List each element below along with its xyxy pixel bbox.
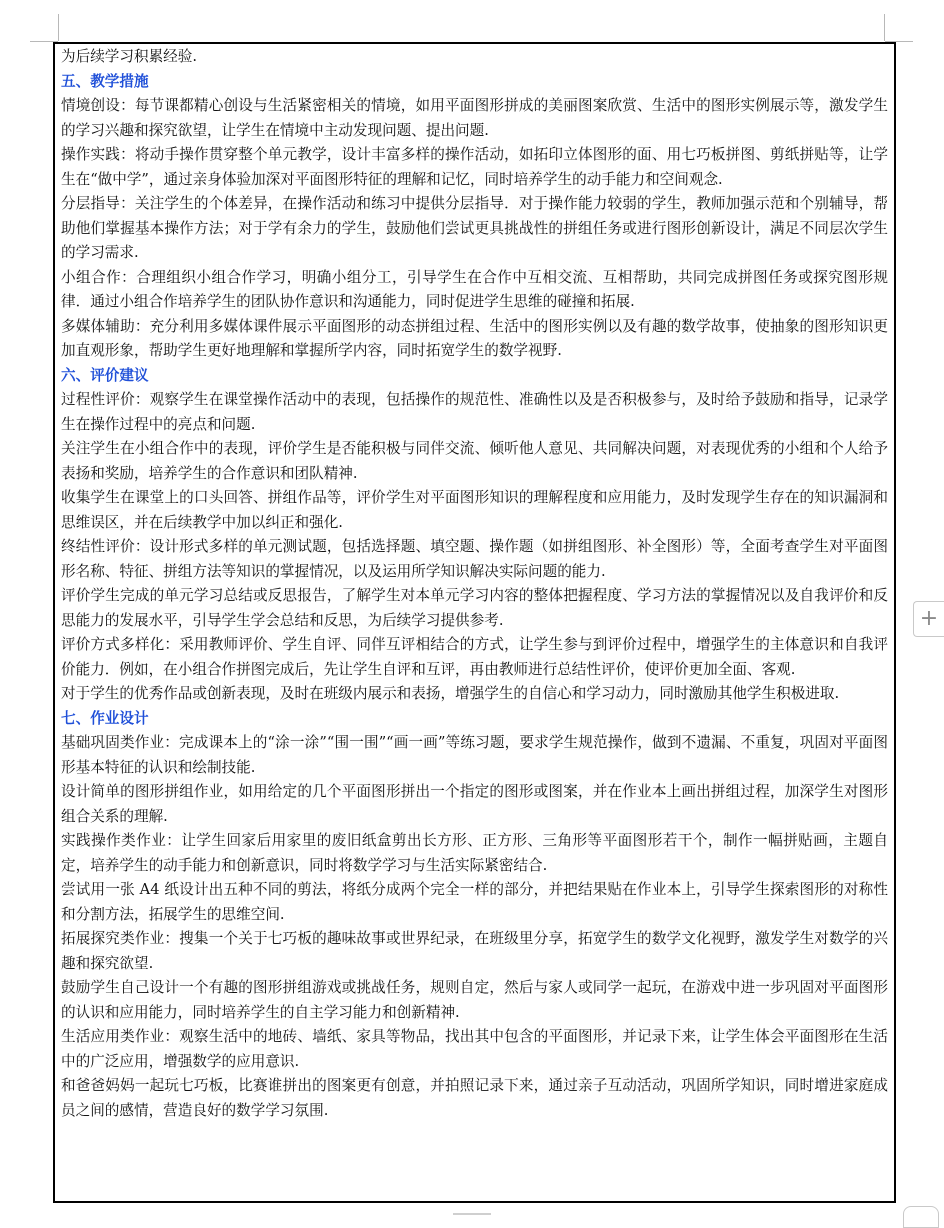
paragraph: 拓展探究类作业：搜集一个关于七巧板的趣味故事或世界纪录，在班级里分享，拓宽学生的数学文化视野，激发学生对数学的兴趣和探究欲望. [61, 930, 888, 972]
paragraph: 收集学生在课堂上的口头回答、拼组作品等，评价学生对平面图形知识的理解程度和应用能力，及时发现学生存在的知识漏洞和思维误区，并在后续教学中加以纠正和强化. [61, 489, 888, 531]
paragraph: 鼓励学生自己设计一个有趣的图形拼组游戏或挑战任务，规则自定，然后与家人或同学一起玩，在游戏中进一步巩固对平面图形的认识和应用能力，同时培养学生的自主学习能力和创新精神. [61, 979, 888, 1021]
section-heading: 五、教学措施 [61, 72, 149, 90]
plus-icon: + [919, 606, 939, 631]
paragraph: 评价学生完成的单元学习总结或反思报告，了解学生对本单元学习内容的整体把握程度、学习方法的掌握情况以及自我评价和反思能力的发展水平，引导学生学会总结和反思，为后续学习提供参考. [61, 587, 888, 629]
add-button[interactable] [913, 601, 944, 637]
paragraph: 生活应用类作业：观察生活中的地砖、墙纸、家具等物品，找出其中包含的平面图形，并记录下来，让学生体会平面图形在生活中的广泛应用，增强数学的应用意识. [61, 1028, 888, 1070]
scroll-widget[interactable] [903, 1206, 939, 1228]
paragraph: 分层指导：关注学生的个体差异，在操作活动和练习中提供分层指导．对于操作能力较弱的学生，教师加强示范和个别辅导，帮助他们掌握基本操作方法；对于学有余力的学生，鼓励他们尝试更具挑战性的拼组任务或进行图形创新设计，满足不同层次学生的学习需求. [61, 195, 888, 261]
paragraph: 多媒体辅助：充分利用多媒体课件展示平面图形的动态拼组过程、生活中的图形实例以及有趣的数学故事，使抽象的图形知识更加直观形象，帮助学生更好地理解和掌握所学内容，同时拓宽学生的数学视野. [61, 317, 888, 359]
paragraph: 基础巩固类作业：完成课本上的“涂一涂”“围一围”“画一画”等练习题，要求学生规范操作，做到不遗漏、不重复，巩固对平面图形基本特征的认识和绘制技能. [61, 734, 888, 776]
paragraph: 对于学生的优秀作品或创新表现，及时在班级内展示和表扬，增强学生的自信心和学习动力，同时激励其他学生积极进取. [61, 685, 840, 702]
paragraph: 关注学生在小组合作中的表现，评价学生是否能积极与同伴交流、倾听他人意见、共同解决问题，对表现优秀的小组和个人给予表扬和奖励，培养学生的合作意识和团队精神. [61, 440, 888, 482]
document-table-cell [53, 42, 896, 1203]
paragraph: 过程性评价：观察学生在课堂操作活动中的表现，包括操作的规范性、准确性以及是否积极参与，及时给予鼓励和指导，记录学生在操作过程中的亮点和问题. [61, 391, 888, 433]
paragraph: 操作实践：将动手操作贯穿整个单元教学，设计丰富多样的操作活动，如拓印立体图形的面、用七巧板拼图、剪纸拼贴等，让学生在“做中学”，通过亲身体验加深对平面图形特征的理解和记忆，同时培养学生的动手能力和空间观念. [61, 146, 888, 188]
document-body [55, 44, 894, 1123]
section-heading: 六、评价建议 [61, 366, 149, 384]
paragraph: 尝试用一张 A4 纸设计出五种不同的剪法，将纸分成两个完全一样的部分，并把结果贴在作业本上，引导学生探索图形的对称性和分割方法，拓展学生的思维空间. [61, 881, 888, 923]
page-corner-mark [58, 14, 59, 41]
section-heading: 七、作业设计 [61, 709, 149, 727]
paragraph: 设计简单的图形拼组作业，如用给定的几个平面图形拼出一个指定的图形或图案，并在作业本上画出拼组过程，加深学生对图形组合关系的理解. [61, 783, 888, 825]
paragraph: 终结性评价：设计形式多样的单元测试题，包括选择题、填空题、操作题（如拼组图形、补全图形）等，全面考查学生对平面图形名称、特征、拼组方法等知识的掌握情况，以及运用所学知识解决实际问题的能力. [61, 538, 888, 580]
paragraph: 实践操作类作业：让学生回家后用家里的废旧纸盒剪出长方形、正方形、三角形等平面图形若干个，制作一幅拼贴画，主题自定，培养学生的动手能力和创新意识，同时将数学学习与生活实际紧密结合. [61, 832, 888, 874]
paragraph: 为后续学习积累经验. [61, 48, 197, 65]
page-indicator [453, 1213, 491, 1220]
paragraph: 小组合作：合理组织小组合作学习，明确小组分工，引导学生在合作中互相交流、互相帮助，共同完成拼图任务或探究图形规律．通过小组合作培养学生的团队协作意识和沟通能力，同时促进学生思维的碰撞和拓展. [61, 268, 888, 310]
paragraph: 和爸爸妈妈一起玩七巧板，比赛谁拼出的图案更有创意，并拍照记录下来，通过亲子互动活动，巩固所学知识，同时增进家庭成员之间的感情，营造良好的数学学习氛围. [61, 1077, 888, 1119]
page-corner-mark [884, 14, 885, 41]
paragraph: 情境创设：每节课都精心创设与生活紧密相关的情境，如用平面图形拼成的美丽图案欣赏、生活中的图形实例展示等，激发学生的学习兴趣和探究欲望，让学生在情境中主动发现问题、提出问题. [61, 97, 888, 139]
paragraph: 评价方式多样化：采用教师评价、学生自评、同伴互评相结合的方式，让学生参与到评价过程中，增强学生的主体意识和自我评价能力．例如，在小组合作拼图完成后，先让学生自评和互评，再由教师进行总结性评价，使评价更加全面、客观. [61, 636, 888, 678]
